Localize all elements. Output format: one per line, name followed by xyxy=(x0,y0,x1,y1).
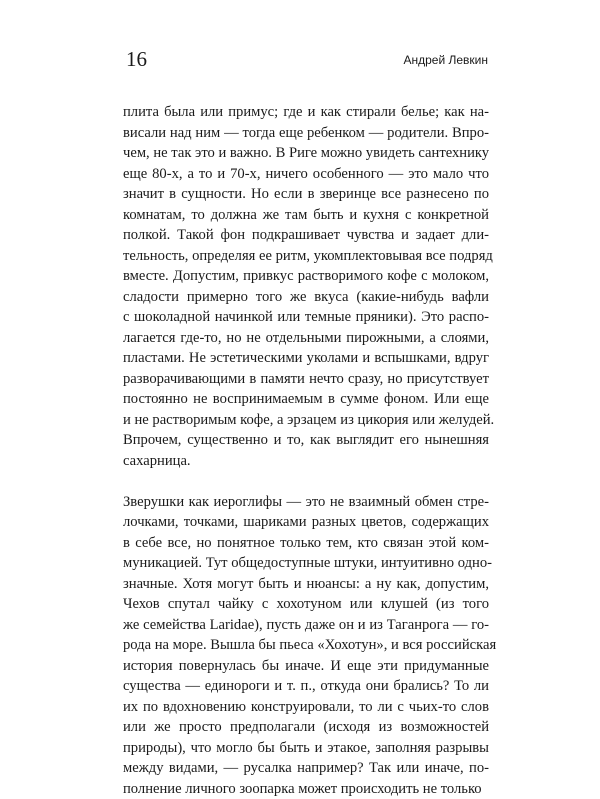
text-line: их по вдохновению конструировали, то ли с чьих-то слов xyxy=(123,697,489,718)
text-line: постоянно не воспринимаемым в сумме фоном. Или еще xyxy=(123,389,489,410)
text-line: вместе. Допустим, привкус растворимого кофе с молоком, xyxy=(123,266,489,287)
body-text xyxy=(123,102,489,799)
text-line: сахарница. xyxy=(123,451,489,472)
text-line: и не растворимым кофе, а эрзацем из цикория или желудей. xyxy=(123,410,489,431)
text-line: плита была или примус; где и как стирали белье; как на- xyxy=(123,102,489,123)
text-line: полнение личного зоопарка может происходить не только xyxy=(123,779,489,799)
text-line: чем, не так это и важно. В Риге можно увидеть сантехнику xyxy=(123,143,489,164)
text-line: в себе все, но понятное только тем, кто связан этой ком- xyxy=(123,533,489,554)
text-line: Впрочем, существенно и то, как выглядит его нынешняя xyxy=(123,430,489,451)
text-line: же семейства Laridae), пусть даже он и из Таганрога — го- xyxy=(123,615,489,636)
text-line: природы), что могло бы быть и этакое, заполняя разрывы xyxy=(123,738,489,759)
text-line: значные. Хотя могут быть и нюансы: а ну как, допустим, xyxy=(123,574,489,595)
text-line: разворачивающими в памяти нечто сразу, но присутствует xyxy=(123,369,489,390)
text-line: существа — единороги и т. п., откуда они брались? То ли xyxy=(123,676,489,697)
text-line: висали над ним — тогда еще ребенком — родители. Впро- xyxy=(123,123,489,144)
text-line: еще 80-х, а то и 70-х, ничего особенного — это мало что xyxy=(123,164,489,185)
text-line: полкой. Такой фон подкрашивает чувства и задает дли- xyxy=(123,225,489,246)
text-line: лочками, точками, шариками разных цветов, содержащих xyxy=(123,512,489,533)
text-line: Зверушки как иероглифы — это не взаимный обмен стре- xyxy=(123,492,489,513)
text-line: пластами. Не эстетическими уколами и вспышками, вдруг xyxy=(123,348,489,369)
page-number: 16 xyxy=(126,47,147,71)
text-line: значит в сущности. Но если в зверинце все разнесено по xyxy=(123,184,489,205)
paragraph xyxy=(123,102,489,471)
running-head-author: Андрей Левкин xyxy=(403,52,488,68)
text-line: лагается где-то, но не отдельными пирожными, а слоями, xyxy=(123,328,489,349)
paragraph-gap xyxy=(123,471,489,492)
text-line: Чехов спутал чайку с хохотуном или клушей (из того xyxy=(123,594,489,615)
text-line: рода на море. Вышла бы пьеса «Хохотун», и вся российская xyxy=(123,635,489,656)
text-line: муникацией. Тут общедоступные штуки, интуитивно одно- xyxy=(123,553,489,574)
text-line: или же просто предполагали (исходя из возможностей xyxy=(123,717,489,738)
text-line: между видами, — русалка например? Так или иначе, по- xyxy=(123,758,489,779)
text-line: с шоколадной начинкой или темные пряники). Это распо- xyxy=(123,307,489,328)
text-line: история повернулась бы иначе. И еще эти придуманные xyxy=(123,656,489,677)
text-line: тельность, определяя ее ритм, укомплектовывая все подряд xyxy=(123,246,489,267)
paragraph xyxy=(123,492,489,799)
text-line: сладости примерно того же вкуса (какие-нибудь вафли xyxy=(123,287,489,308)
text-line: комнатам, то должна же там быть и кухня с конкретной xyxy=(123,205,489,226)
